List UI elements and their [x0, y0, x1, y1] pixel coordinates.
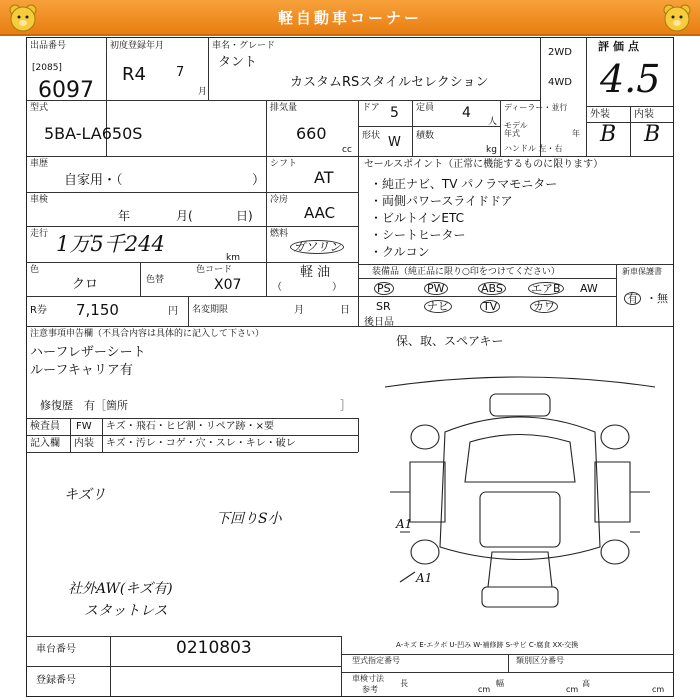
- sales-item: ・ビルトインETC: [370, 211, 464, 225]
- first-reg-month: 7: [176, 65, 185, 80]
- year-unit: 年: [572, 129, 580, 138]
- reg-label: 登録番号: [36, 675, 76, 686]
- history-value: 自家用・（: [64, 173, 123, 188]
- checker-row1-label: 検査員: [30, 421, 60, 432]
- lot-sub: [2085]: [32, 63, 62, 73]
- disp-label: 排気量: [270, 103, 298, 113]
- dealer-label: ディーラー・並行: [504, 103, 568, 112]
- width-label: 幅: [496, 679, 504, 688]
- fuel-alt: 軽 油: [300, 265, 331, 280]
- ext-grade: B: [600, 122, 617, 147]
- equip-leather: カワ: [530, 300, 558, 313]
- first-reg-label: 初度登録年月: [110, 41, 165, 51]
- newcar-label: 新車保護書: [622, 267, 662, 276]
- sales-item: ・両側パワースライドドア: [370, 194, 513, 208]
- checker-fw-items: キズ・飛石・ヒビ割・リペア跡・×要: [106, 421, 274, 432]
- transfer-label: 名変期限: [192, 305, 229, 315]
- newcar-no: ・無: [646, 292, 668, 305]
- doors-value: 5: [390, 105, 399, 121]
- newcar-yes: 有: [624, 292, 641, 305]
- mileage-value: 1万5千244: [56, 232, 165, 256]
- page-title: 軽自動車コーナー: [277, 9, 422, 27]
- rear-items-value: 保、取、スペアキー: [396, 334, 504, 348]
- doors-label: ドア: [362, 103, 380, 113]
- mileage-unit: km: [226, 253, 240, 263]
- shift-value: AT: [314, 168, 334, 187]
- inspect-day: 日): [236, 209, 253, 223]
- recycle-unit: 円: [168, 306, 178, 317]
- car-grade: カスタムRSスタイルセレクション: [290, 75, 489, 90]
- drive-2wd: 2WD: [548, 47, 572, 58]
- type-number-label: 型式指定番号: [352, 656, 400, 665]
- equip-abs: ABS: [478, 282, 506, 295]
- recycle-label: R券: [30, 305, 47, 316]
- handwritten-note: キズリ: [64, 487, 106, 503]
- equip-aw: AW: [580, 282, 598, 295]
- class-number-label: 類別区分番号: [516, 656, 564, 665]
- diagram-mark: A1: [396, 517, 413, 531]
- sales-item: ・クルコン: [370, 245, 430, 259]
- checker-naiso: 内装: [74, 438, 94, 449]
- damage-legend: A-キズ E-エクボ U-凹み W-補修跡 S-サビ C-腐食 XX-交換: [396, 641, 579, 649]
- disp-value: 660: [296, 124, 327, 143]
- color-code-label: 色コード: [196, 265, 233, 275]
- int-label: 内装: [634, 109, 654, 120]
- repair-close: ］: [340, 399, 351, 412]
- handwritten-note: スタットレス: [84, 603, 168, 619]
- lot-number: 6097: [38, 78, 94, 103]
- recycle-value: 7,150: [76, 301, 119, 319]
- seats-unit: 人: [488, 117, 498, 127]
- fuel-paren: （ ）: [272, 282, 342, 293]
- load-unit: kg: [486, 145, 497, 155]
- lot-label: 出品番号: [30, 41, 67, 51]
- handwritten-note: 社外AW(キズ有): [68, 581, 173, 597]
- equip-tv: TV: [480, 300, 500, 313]
- checker-naiso-items: キズ・汚レ・コゲ・穴・スレ・キレ・破レ: [106, 438, 296, 449]
- sales-label: セールスポイント（正常に機能するものに限ります）: [364, 159, 604, 170]
- chassis-label: 車台番号: [36, 644, 76, 655]
- inspect-year: 年: [118, 209, 131, 223]
- fuel-label: 燃料: [270, 229, 289, 239]
- transfer-day: 日: [340, 305, 350, 316]
- car-name: タント: [218, 55, 258, 70]
- int-grade: B: [644, 122, 661, 147]
- dimension-ref: 参考: [362, 685, 378, 694]
- color-label: 色: [30, 265, 40, 275]
- model-year-label: モデル年式: [504, 121, 528, 138]
- shift-label: シフト: [270, 159, 298, 169]
- repair-history: 修復歴 有［箇所: [40, 399, 128, 412]
- load-label: 積数: [416, 131, 435, 141]
- inspect-month: 月(: [176, 209, 193, 223]
- ext-label: 外装: [590, 109, 610, 120]
- car-name-label: 車名・グレード: [212, 41, 276, 51]
- ac-label: 冷房: [270, 195, 289, 205]
- equip-sr: SR: [376, 300, 391, 313]
- dimension-label: 車検寸法: [352, 674, 384, 683]
- color-value: クロ: [72, 277, 99, 292]
- shape-value: W: [388, 135, 401, 150]
- length-label: 長: [400, 679, 408, 688]
- history-label: 車歴: [30, 159, 49, 169]
- disp-unit: cc: [342, 145, 352, 155]
- inspect-label: 車検: [30, 195, 49, 205]
- width-unit: cm: [566, 685, 579, 694]
- car-damage-diagram: [370, 372, 670, 622]
- grade-label: 評価点: [598, 40, 643, 53]
- height-label: 高: [582, 679, 590, 688]
- notes-line: ハーフレザーシート: [30, 345, 146, 360]
- diagram-mark: A1: [416, 571, 433, 585]
- grade-value: 4.5: [600, 57, 661, 101]
- length-unit: cm: [478, 685, 491, 694]
- checker-fw: FW: [76, 421, 92, 432]
- handle-label: ハンドル 左・右: [504, 144, 563, 153]
- chassis-value: 0210803: [176, 638, 252, 658]
- checker-row2-label: 記入欄: [30, 438, 60, 449]
- equip-airbag: エアB: [528, 282, 564, 295]
- rear-items-label: 後日品: [364, 317, 394, 328]
- notes-line: ルーフキャリア有: [30, 363, 133, 378]
- transfer-month: 月: [294, 305, 304, 316]
- seats-value: 4: [462, 105, 471, 121]
- fuel-value: ガソリン: [290, 240, 344, 254]
- seats-label: 定員: [416, 103, 435, 113]
- color-exchange-label: 色替: [146, 275, 165, 285]
- equip-ps: PS: [374, 282, 394, 295]
- handwritten-note: 下回りS小: [216, 511, 282, 527]
- first-reg-month-unit: 月: [198, 87, 208, 97]
- history-close: ）: [252, 173, 266, 188]
- model-label: 型式: [30, 103, 49, 113]
- equip-label: 装備品（純正品に限り○印をつけてください）: [372, 267, 560, 277]
- height-unit: cm: [652, 685, 665, 694]
- sales-item: ・シートヒーター: [370, 228, 466, 242]
- color-code: X07: [214, 277, 242, 293]
- first-reg-era: R4: [122, 64, 146, 85]
- shape-label: 形状: [362, 131, 381, 141]
- mileage-label: 走行: [30, 229, 49, 239]
- model-value: 5BA-LA650S: [44, 124, 143, 143]
- sales-item: ・純正ナビ、TV パノラマモニター: [370, 177, 558, 191]
- ac-value: AAC: [304, 204, 336, 222]
- drive-4wd: 4WD: [548, 77, 572, 88]
- notes-label: 注意事項申告欄（不具合内容は具体的に記入して下さい）: [30, 329, 265, 339]
- equip-pw: PW: [424, 282, 448, 295]
- equip-navi: ナビ: [424, 300, 452, 313]
